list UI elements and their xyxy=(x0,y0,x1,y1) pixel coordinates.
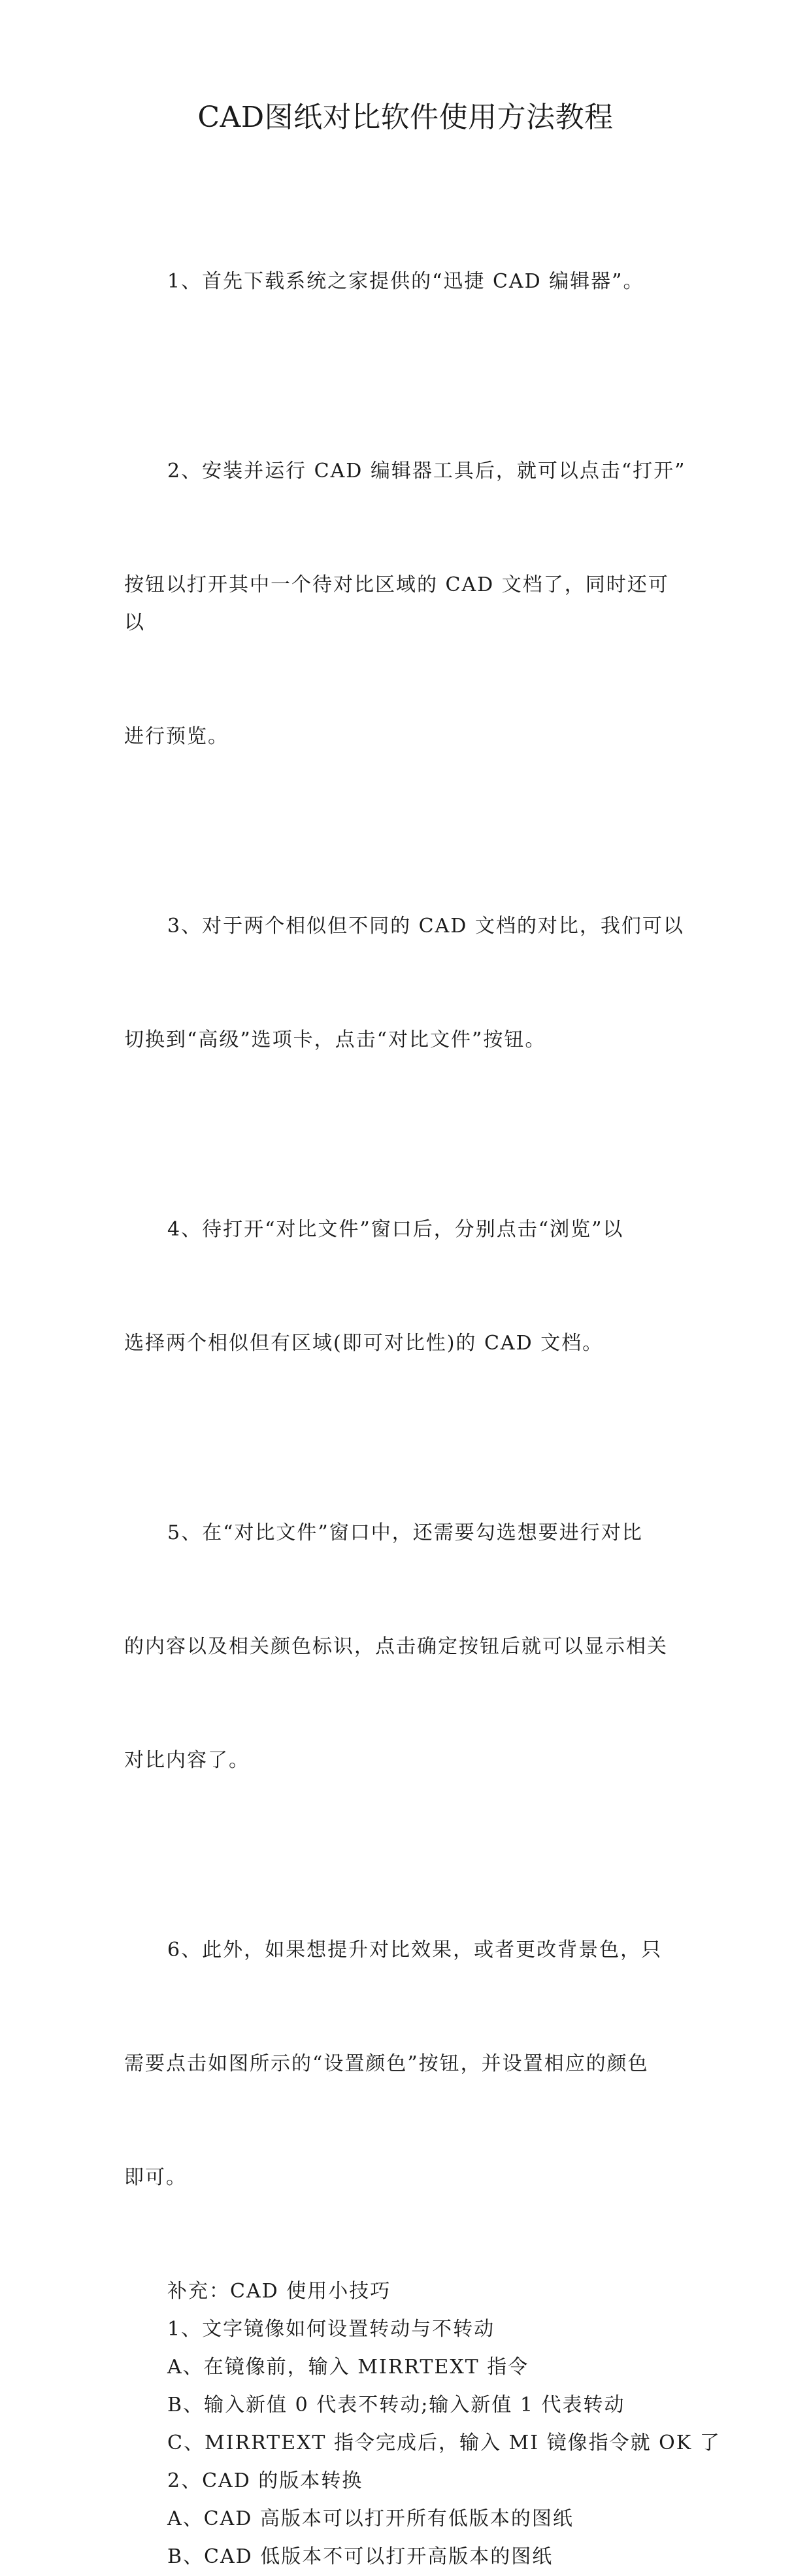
text-line: 切换到“高级”选项卡，点击“对比文件”按钮。 xyxy=(124,1028,546,1051)
text-line: 的内容以及相关颜色标识，点击确定按钮后就可以显示相关 xyxy=(124,1635,668,1658)
text-line: 6、此外，如果想提升对比效果，或者更改背景色，只 xyxy=(167,1939,663,1961)
tip-item: A、CAD 高版本可以打开所有低版本的图纸 xyxy=(167,2507,574,2530)
text-line: 3、对于两个相似但不同的 CAD 文档的对比，我们可以 xyxy=(167,915,684,938)
text-line: 按钮以打开其中一个待对比区域的 CAD 文档了，同时还可以 xyxy=(124,573,669,634)
text-line: 选择两个相似但有区域(即可对比性)的 CAD 文档。 xyxy=(124,1332,604,1355)
tip-item: B、CAD 低版本不可以打开高版本的图纸 xyxy=(167,2545,554,2568)
tip-item: 2、CAD 的版本转换 xyxy=(167,2469,363,2492)
text-line: 5、在“对比文件”窗口中，还需要勾选想要进行对比 xyxy=(167,1521,643,1544)
step-paragraph xyxy=(124,1438,689,1856)
text-line: 1、首先下载系统之家提供的“迅捷 CAD 编辑器”。 xyxy=(167,270,644,293)
tip-item: B、输入新值 0 代表不转动;输入新值 1 代表转动 xyxy=(167,2394,625,2416)
text-line: 进行预览。 xyxy=(124,725,229,748)
step-paragraph xyxy=(124,1135,689,1438)
tips-heading: 补充：CAD 使用小技巧 xyxy=(167,2280,391,2303)
tip-item: 1、文字镜像如何设置转动与不转动 xyxy=(167,2318,495,2341)
document-title: CAD图纸对比软件使用方法教程 xyxy=(197,101,614,134)
text-line: 即可。 xyxy=(124,2166,187,2189)
text-line: 需要点击如图所示的“设置颜色”按钮，并设置相应的颜色 xyxy=(124,2052,649,2075)
step-paragraph xyxy=(124,832,689,1135)
tip-item: A、在镜像前，输入 MIRRTEXT 指令 xyxy=(167,2356,529,2379)
step-paragraph xyxy=(124,1856,689,2273)
text-line: 2、安装并运行 CAD 编辑器工具后，就可以点击“打开” xyxy=(167,460,686,483)
document-body xyxy=(124,187,721,2576)
text-line: 对比内容了。 xyxy=(124,1749,250,1772)
step-paragraph xyxy=(124,187,689,377)
tip-item: C、MIRRTEXT 指令完成后，输入 MI 镜像指令就 OK 了 xyxy=(167,2432,721,2454)
text-line: 4、待打开“对比文件”窗口后，分别点击“浏览”以 xyxy=(167,1218,624,1241)
step-paragraph xyxy=(124,377,689,832)
